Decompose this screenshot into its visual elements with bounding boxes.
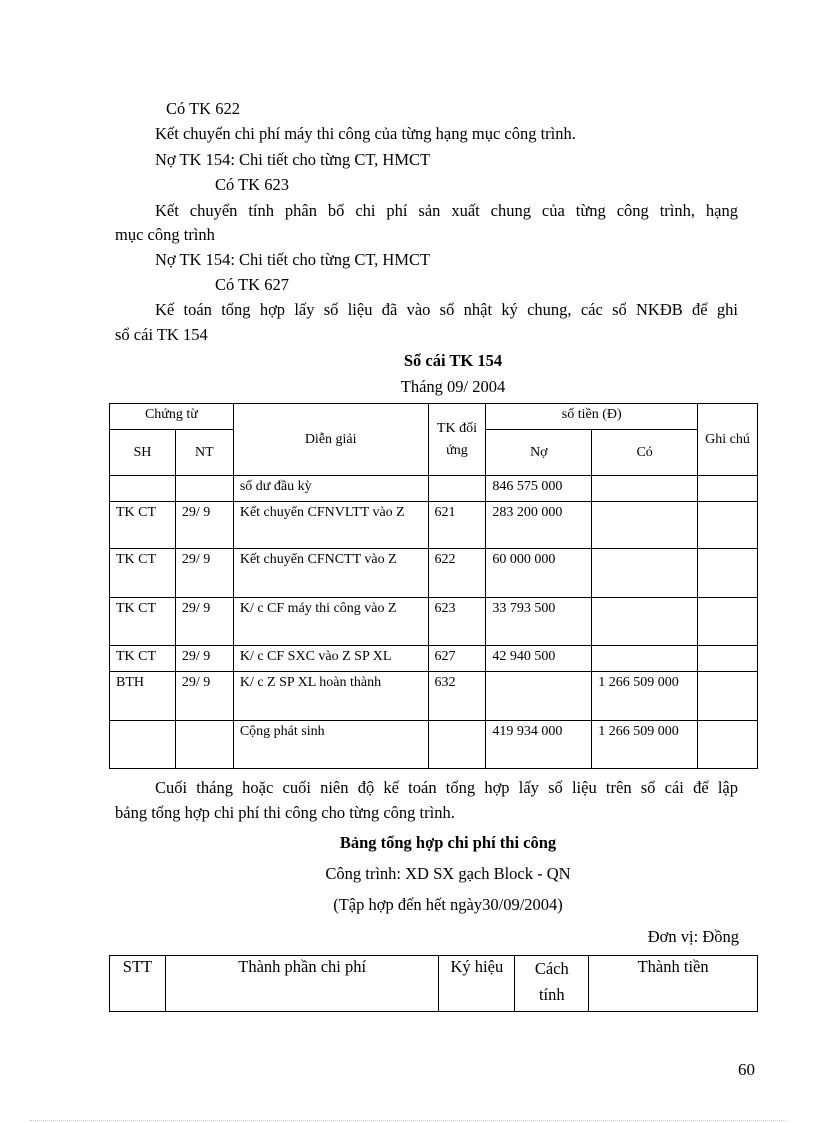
cell-tk: 621	[428, 502, 486, 549]
cell-sh	[110, 476, 176, 502]
cell-no: 33 793 500	[486, 598, 592, 646]
summary-unit: Đơn vị: Đồng	[647, 927, 739, 946]
cell-sh: TK CT	[110, 646, 176, 672]
cell-tk	[428, 721, 486, 769]
header-so-tien: số tiền (Đ)	[486, 404, 698, 430]
cell-desc: Kết chuyển CFNVLTT vào Z	[233, 502, 428, 549]
cell-sh: TK CT	[110, 502, 176, 549]
header-sh: SH	[110, 430, 176, 476]
cell-desc: số dư đầu kỳ	[233, 476, 428, 502]
text-line: Nợ TK 154: Chi tiết cho từng CT, HMCT	[155, 250, 431, 269]
cell-no: 60 000 000	[486, 549, 592, 598]
summary-project: Công trình: XD SX gạch Block - QN	[325, 864, 571, 883]
cell-note	[698, 502, 758, 549]
text-line: mục công trình	[115, 225, 215, 244]
summary-period: (Tập hợp đến hết ngày30/09/2004)	[333, 895, 563, 914]
page-number: 60	[738, 1060, 755, 1079]
cell-note	[698, 672, 758, 721]
cell-nt: 29/ 9	[175, 502, 233, 549]
cell-note	[698, 549, 758, 598]
header-thanh-tien: Thành tiền	[589, 956, 758, 1012]
table-row	[110, 598, 758, 646]
cell-tk: 623	[428, 598, 486, 646]
header-cach-tinh: Cách tính	[515, 956, 589, 1012]
cell-co	[592, 598, 698, 646]
text-line: Kết chuyển tính phân bổ chi phí sản xuất chung của từng công trình, hạng	[155, 201, 738, 220]
cell-nt: 29/ 9	[175, 598, 233, 646]
cell-sh: TK CT	[110, 549, 176, 598]
cell-co	[592, 549, 698, 598]
cell-desc: Cộng phát sinh	[233, 721, 428, 769]
cell-note	[698, 721, 758, 769]
summary-title: Bảng tổng hợp chi phí thi công	[339, 833, 557, 852]
header-tk-doi-ung: TK đối ứng	[428, 404, 486, 476]
table-row	[110, 549, 758, 598]
text-line: Có TK 622	[166, 99, 240, 118]
cell-desc: K/ c CF SXC vào Z SP XL	[233, 646, 428, 672]
cell-desc: Kết chuyển CFNCTT vào Z	[233, 549, 428, 598]
header-thanh-phan: Thành phần chi phí	[165, 956, 438, 1012]
cell-no	[486, 672, 592, 721]
cell-nt: 29/ 9	[175, 646, 233, 672]
header-no: Nợ	[486, 430, 592, 476]
text-line: sổ cái TK 154	[115, 325, 208, 344]
cell-tk	[428, 476, 486, 502]
header-ky-hieu: Ký hiệu	[439, 956, 515, 1012]
cell-nt: 29/ 9	[175, 549, 233, 598]
text-line: Có TK 623	[215, 175, 289, 194]
header-co: Có	[592, 430, 698, 476]
text-line: bảng tổng hợp chi phí thi công cho từng công trình.	[115, 803, 455, 822]
cell-sh: BTH	[110, 672, 176, 721]
cell-no: 283 200 000	[486, 502, 592, 549]
cell-tk: 622	[428, 549, 486, 598]
table-row	[110, 502, 758, 549]
cell-no: 846 575 000	[486, 476, 592, 502]
cell-co	[592, 502, 698, 549]
cell-nt	[175, 476, 233, 502]
page-bottom-rule	[30, 1120, 786, 1121]
text-line: Có TK 627	[215, 275, 289, 294]
cell-nt	[175, 721, 233, 769]
cell-note	[698, 646, 758, 672]
cell-note	[698, 476, 758, 502]
ledger-title: Sổ cái TK 154	[403, 351, 503, 370]
ledger-subtitle: Tháng 09/ 2004	[400, 377, 506, 396]
cell-nt: 29/ 9	[175, 672, 233, 721]
cell-tk: 627	[428, 646, 486, 672]
cell-sh: TK CT	[110, 598, 176, 646]
summary-table	[109, 955, 758, 1012]
cell-no: 419 934 000	[486, 721, 592, 769]
header-nt: NT	[175, 430, 233, 476]
cell-co	[592, 476, 698, 502]
cell-note	[698, 598, 758, 646]
cell-no: 42 940 500	[486, 646, 592, 672]
header-stt: STT	[110, 956, 166, 1012]
text-line: Kế toán tổng hợp lấy số liệu đã vào sổ nhật ký chung, các sổ NKĐB để ghi	[155, 300, 738, 319]
cell-sh	[110, 721, 176, 769]
table-row	[110, 476, 758, 502]
header-chung-tu: Chứng từ	[110, 404, 234, 430]
ledger-table	[109, 403, 758, 769]
header-ghi-chu: Ghi chú	[698, 404, 758, 476]
text-line: Cuối tháng hoặc cuối niên độ kế toán tổng hợp lấy số liệu trên sổ cái để lập	[155, 778, 738, 797]
text-line: Kết chuyển chi phí máy thi công của từng hạng mục công trình.	[155, 124, 576, 143]
cell-tk: 632	[428, 672, 486, 721]
cell-co: 1 266 509 000	[592, 721, 698, 769]
cell-desc: K/ c CF máy thi công vào Z	[233, 598, 428, 646]
table-row-total	[110, 721, 758, 769]
table-row	[110, 646, 758, 672]
table-row	[110, 672, 758, 721]
header-dien-giai: Diễn giải	[233, 404, 428, 476]
cell-co: 1 266 509 000	[592, 672, 698, 721]
cell-co	[592, 646, 698, 672]
text-line: Nợ TK 154: Chi tiết cho từng CT, HMCT	[155, 150, 431, 169]
cell-desc: K/ c Z SP XL hoàn thành	[233, 672, 428, 721]
